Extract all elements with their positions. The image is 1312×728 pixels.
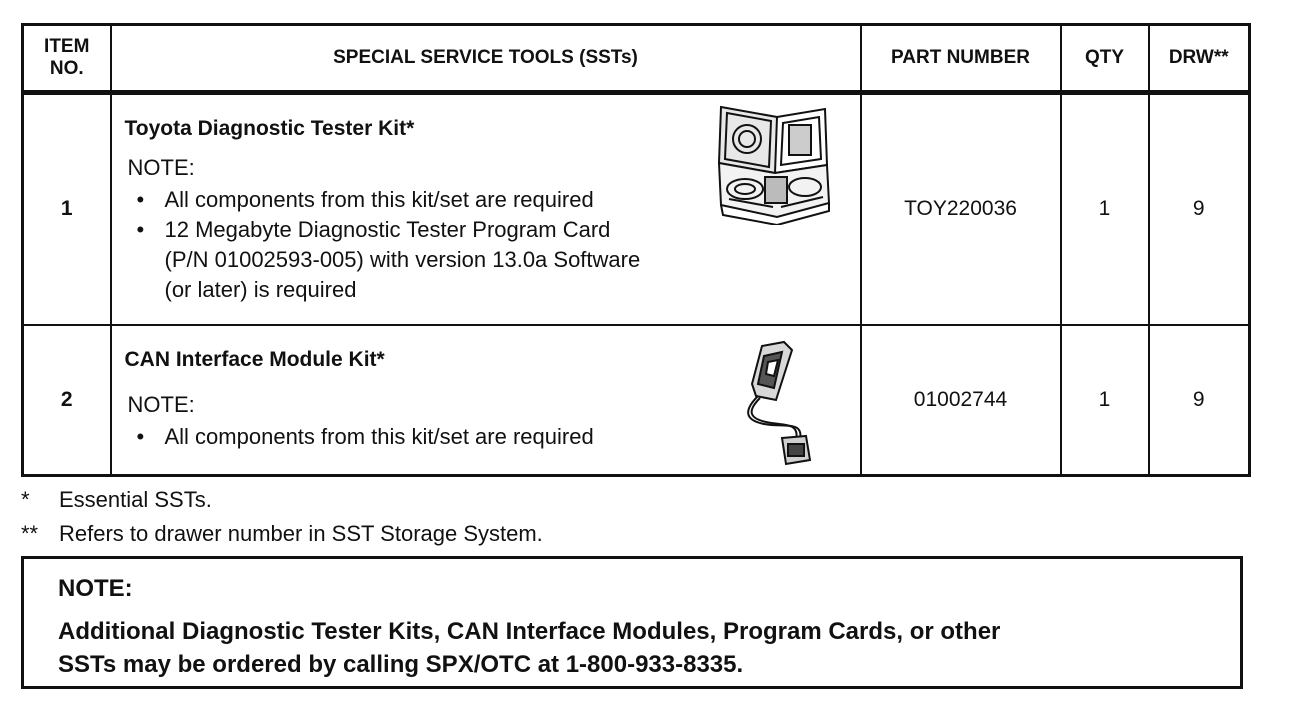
footnote-text: Refers to drawer number in SST Storage System. (59, 521, 543, 546)
table-header-row (23, 25, 1250, 93)
note-line: Additional Diagnostic Tester Kits, CAN Interface Modules, Program Cards, or other (58, 618, 1001, 645)
tool-name: CAN Interface Module Kit* (124, 347, 385, 371)
ordering-note-box (21, 556, 1243, 689)
note-body (58, 615, 1208, 681)
footnote-essential (21, 487, 212, 513)
footnote-text: Essential SSTs. (59, 487, 212, 512)
note-bullet-text: All components from this kit/set are required (164, 187, 594, 213)
note-bullet-text: All components from this kit/set are required (164, 423, 594, 449)
header-drw: DRW** (1149, 25, 1250, 93)
drawer-number: 9 (1149, 325, 1250, 476)
header-tools: SPECIAL SERVICE TOOLS (SSTs) (111, 25, 861, 93)
header-item-line2: NO. (49, 58, 84, 79)
part-number: 01002744 (861, 325, 1061, 476)
table-row (23, 325, 1250, 476)
bullet-dot: • (136, 217, 145, 243)
bullet-dot: • (136, 423, 145, 449)
note-label: NOTE: (127, 155, 195, 181)
note-label: NOTE: (127, 391, 195, 417)
note-bullet-text: 12 Megabyte Diagnostic Tester Program Card (164, 217, 611, 243)
header-part-number: PART NUMBER (861, 25, 1061, 93)
note-title: NOTE: (58, 575, 133, 602)
part-number: TOY220036 (861, 93, 1061, 325)
qty: 1 (1061, 93, 1149, 325)
note-continuation (125, 275, 860, 305)
can-interface-module-image (740, 340, 820, 470)
note-line: SSTs may be ordered by calling SPX/OTC at 1-800-933-8335. (58, 651, 744, 678)
tool-cell (111, 325, 861, 476)
item-number: 1 (23, 93, 111, 325)
table-row (23, 93, 1250, 325)
diagnostic-tester-kit-image (715, 103, 833, 225)
header-qty: QTY (1061, 25, 1149, 93)
item-number: 2 (23, 325, 111, 476)
tool-cell (111, 93, 861, 325)
header-item-line1: ITEM (44, 36, 90, 57)
header-item-no (23, 25, 111, 93)
note-continuation (125, 245, 860, 275)
note-continuation-text: (P/N 01002593-005) with version 13.0a Software (164, 247, 641, 273)
footnote-mark: * (21, 487, 30, 512)
note-continuation-text: (or later) is required (164, 277, 357, 303)
qty: 1 (1061, 325, 1149, 476)
tool-name: Toyota Diagnostic Tester Kit* (124, 117, 415, 141)
bullet-dot: • (136, 187, 145, 213)
sst-table (21, 23, 1251, 477)
drawer-number: 9 (1149, 93, 1250, 325)
footnote-drawer (21, 521, 543, 547)
footnote-mark: ** (21, 521, 39, 546)
